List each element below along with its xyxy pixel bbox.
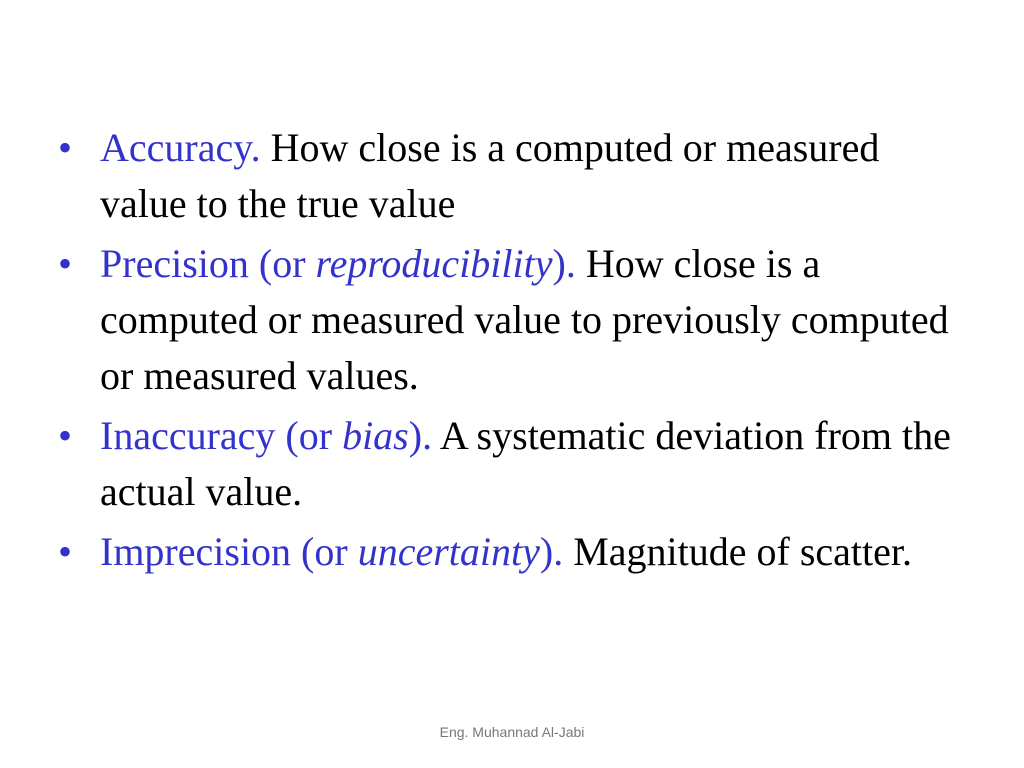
bullet-icon: • <box>58 125 73 170</box>
definition-text: A systematic deviation from the actual value. <box>100 413 951 514</box>
term-suffix: ). <box>552 241 576 286</box>
bullet-imprecision <box>54 524 954 580</box>
term-label <box>100 241 576 286</box>
bullet-inaccuracy <box>54 408 954 520</box>
definition-text: How close is a computed or measured value to previously computed or measured values. <box>100 241 949 398</box>
term-label <box>100 529 563 574</box>
term-prefix: Precision (or <box>100 241 316 286</box>
term-italic: bias <box>342 413 409 458</box>
term-italic: uncertainty <box>357 529 540 574</box>
slide-footer: Eng. Muhannad Al-Jabi <box>439 724 585 740</box>
term-prefix: Inaccuracy (or <box>100 413 343 458</box>
definition-text: Magnitude of scatter. <box>573 529 912 574</box>
definition-text: How close is a computed or measured value to the true value <box>100 125 880 226</box>
bullet-icon: • <box>58 241 73 286</box>
bullet-list <box>54 120 954 584</box>
term-italic: reproducibility <box>315 241 553 286</box>
bullet-icon: • <box>58 413 73 458</box>
term-suffix: ). <box>539 529 564 574</box>
term-label: Accuracy. <box>100 125 261 170</box>
term-suffix: ). <box>408 413 433 458</box>
term-label <box>100 413 432 458</box>
bullet-icon: • <box>58 529 73 574</box>
bullet-precision <box>54 236 954 404</box>
bullet-accuracy <box>54 120 954 232</box>
term-prefix: Imprecision (or <box>100 529 358 574</box>
